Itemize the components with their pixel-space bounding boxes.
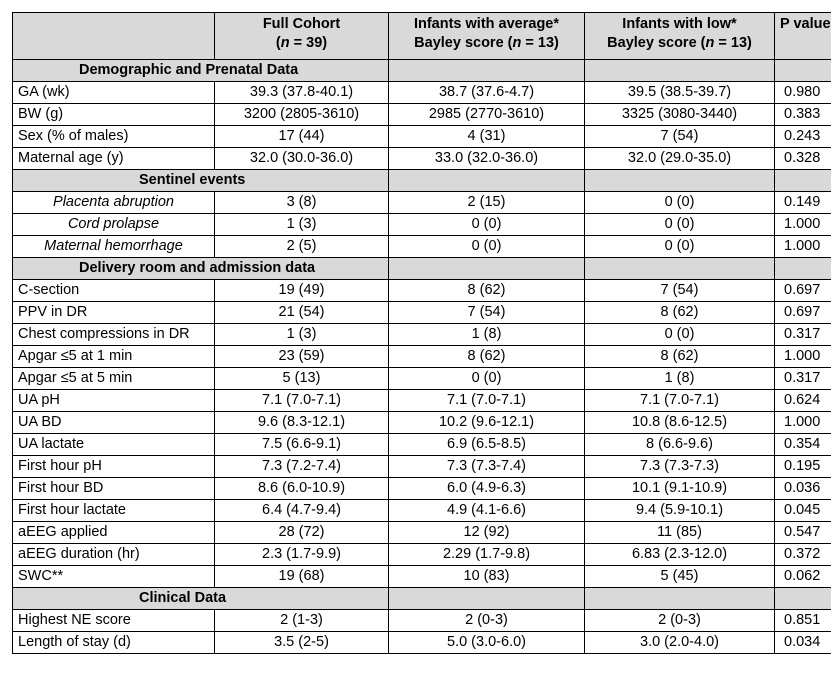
row-label: aEEG duration (hr) — [13, 544, 215, 566]
full-cohort-value: 7.1 (7.0-7.1) — [215, 390, 389, 412]
low-bayley-value: 0 (0) — [585, 236, 775, 258]
full-cohort-value: 19 (68) — [215, 566, 389, 588]
table-row — [13, 434, 831, 456]
row-label: First hour pH — [13, 456, 215, 478]
low-bayley-value: 0 (0) — [585, 324, 775, 346]
average-bayley-value: 4 (31) — [389, 126, 585, 148]
table-header-row — [13, 13, 831, 60]
p-value: 0.547 — [775, 522, 831, 544]
average-bayley-value: 10.2 (9.6-12.1) — [389, 412, 585, 434]
table-row — [13, 632, 831, 654]
full-cohort-value: 23 (59) — [215, 346, 389, 368]
section-empty-cell — [585, 60, 775, 82]
average-bayley-value: 8 (62) — [389, 280, 585, 302]
full-cohort-value: 2 (1-3) — [215, 610, 389, 632]
low-bayley-value: 3.0 (2.0-4.0) — [585, 632, 775, 654]
low-bayley-value: 6.83 (2.3-12.0) — [585, 544, 775, 566]
low-bayley-value: 8 (62) — [585, 302, 775, 324]
full-cohort-value: 1 (3) — [215, 324, 389, 346]
average-bayley-value: 2 (0-3) — [389, 610, 585, 632]
p-value: 0.045 — [775, 500, 831, 522]
row-label: Cord prolapse — [13, 214, 215, 236]
header-average-bayley-n: Bayley score (n = 13) — [414, 35, 559, 51]
p-value: 0.697 — [775, 280, 831, 302]
table-body — [13, 60, 831, 654]
row-label: Length of stay (d) — [13, 632, 215, 654]
cohort-characteristics-table — [12, 12, 831, 654]
low-bayley-value: 2 (0-3) — [585, 610, 775, 632]
table-row — [13, 390, 831, 412]
low-bayley-value: 3325 (3080-3440) — [585, 104, 775, 126]
full-cohort-value: 17 (44) — [215, 126, 389, 148]
full-cohort-value: 5 (13) — [215, 368, 389, 390]
table-row — [13, 236, 831, 258]
table-row — [13, 368, 831, 390]
table-row — [13, 522, 831, 544]
table-row — [13, 126, 831, 148]
low-bayley-value: 32.0 (29.0-35.0) — [585, 148, 775, 170]
p-value: 0.980 — [775, 82, 831, 104]
table-row — [13, 566, 831, 588]
average-bayley-value: 7.1 (7.0-7.1) — [389, 390, 585, 412]
header-full-cohort — [215, 13, 389, 60]
average-bayley-value: 0 (0) — [389, 368, 585, 390]
p-value: 0.354 — [775, 434, 831, 456]
p-value: 1.000 — [775, 236, 831, 258]
section-empty-cell — [775, 258, 831, 280]
table-row — [13, 104, 831, 126]
p-value: 1.000 — [775, 346, 831, 368]
table-row — [13, 346, 831, 368]
table-row — [13, 456, 831, 478]
section-empty-cell — [389, 170, 585, 192]
table-row — [13, 610, 831, 632]
low-bayley-value: 39.5 (38.5-39.7) — [585, 82, 775, 104]
p-value: 0.372 — [775, 544, 831, 566]
row-label: UA lactate — [13, 434, 215, 456]
row-label: UA BD — [13, 412, 215, 434]
row-label: BW (g) — [13, 104, 215, 126]
full-cohort-value: 7.5 (6.6-9.1) — [215, 434, 389, 456]
low-bayley-value: 7.3 (7.3-7.3) — [585, 456, 775, 478]
table-row — [13, 82, 831, 104]
p-value: 0.034 — [775, 632, 831, 654]
full-cohort-value: 2.3 (1.7-9.9) — [215, 544, 389, 566]
table-row — [13, 478, 831, 500]
low-bayley-value: 0 (0) — [585, 214, 775, 236]
average-bayley-value: 2 (15) — [389, 192, 585, 214]
p-value: 0.328 — [775, 148, 831, 170]
table-row — [13, 280, 831, 302]
full-cohort-value: 3.5 (2-5) — [215, 632, 389, 654]
row-label: Placenta abruption — [13, 192, 215, 214]
low-bayley-value: 10.1 (9.1-10.9) — [585, 478, 775, 500]
table-row — [13, 302, 831, 324]
table-row — [13, 148, 831, 170]
full-cohort-value: 32.0 (30.0-36.0) — [215, 148, 389, 170]
full-cohort-value: 21 (54) — [215, 302, 389, 324]
full-cohort-value: 3200 (2805-3610) — [215, 104, 389, 126]
section-empty-cell — [389, 60, 585, 82]
section-header-row — [13, 170, 831, 192]
row-label: Sex (% of males) — [13, 126, 215, 148]
average-bayley-value: 12 (92) — [389, 522, 585, 544]
average-bayley-value: 7.3 (7.3-7.4) — [389, 456, 585, 478]
average-bayley-value: 7 (54) — [389, 302, 585, 324]
row-label: Maternal age (y) — [13, 148, 215, 170]
section-title: Clinical Data — [13, 588, 389, 610]
row-label: C-section — [13, 280, 215, 302]
low-bayley-value: 7 (54) — [585, 280, 775, 302]
header-p-value: P value — [775, 13, 831, 60]
p-value: 0.149 — [775, 192, 831, 214]
row-label: Apgar ≤5 at 1 min — [13, 346, 215, 368]
section-empty-cell — [389, 258, 585, 280]
average-bayley-value: 8 (62) — [389, 346, 585, 368]
low-bayley-value: 8 (6.6-9.6) — [585, 434, 775, 456]
average-bayley-value: 4.9 (4.1-6.6) — [389, 500, 585, 522]
p-value: 1.000 — [775, 214, 831, 236]
row-label: First hour BD — [13, 478, 215, 500]
section-empty-cell — [585, 588, 775, 610]
average-bayley-value: 6.0 (4.9-6.3) — [389, 478, 585, 500]
section-empty-cell — [585, 258, 775, 280]
table-row — [13, 192, 831, 214]
table-row — [13, 412, 831, 434]
p-value: 0.383 — [775, 104, 831, 126]
row-label: aEEG applied — [13, 522, 215, 544]
p-value: 0.697 — [775, 302, 831, 324]
average-bayley-value: 38.7 (37.6-4.7) — [389, 82, 585, 104]
row-label: PPV in DR — [13, 302, 215, 324]
section-header-row — [13, 258, 831, 280]
header-low-bayley-title: Infants with low* — [622, 16, 737, 32]
average-bayley-value: 6.9 (6.5-8.5) — [389, 434, 585, 456]
average-bayley-value: 0 (0) — [389, 214, 585, 236]
row-label: UA pH — [13, 390, 215, 412]
p-value: 0.317 — [775, 324, 831, 346]
section-title: Delivery room and admission data — [13, 258, 389, 280]
full-cohort-value: 28 (72) — [215, 522, 389, 544]
low-bayley-value: 11 (85) — [585, 522, 775, 544]
average-bayley-value: 10 (83) — [389, 566, 585, 588]
full-cohort-value: 1 (3) — [215, 214, 389, 236]
table-row — [13, 544, 831, 566]
average-bayley-value: 33.0 (32.0-36.0) — [389, 148, 585, 170]
row-label: GA (wk) — [13, 82, 215, 104]
header-low-bayley-n: Bayley score (n = 13) — [607, 35, 752, 51]
p-value: 0.062 — [775, 566, 831, 588]
average-bayley-value: 2985 (2770-3610) — [389, 104, 585, 126]
row-label: Maternal hemorrhage — [13, 236, 215, 258]
low-bayley-value: 7 (54) — [585, 126, 775, 148]
row-label: First hour lactate — [13, 500, 215, 522]
section-header-row — [13, 588, 831, 610]
header-low-bayley — [585, 13, 775, 60]
row-label: Highest NE score — [13, 610, 215, 632]
section-title: Sentinel events — [13, 170, 389, 192]
section-empty-cell — [389, 588, 585, 610]
low-bayley-value: 0 (0) — [585, 192, 775, 214]
full-cohort-value: 2 (5) — [215, 236, 389, 258]
p-value: 0.624 — [775, 390, 831, 412]
p-value: 0.851 — [775, 610, 831, 632]
full-cohort-value: 7.3 (7.2-7.4) — [215, 456, 389, 478]
header-average-bayley-title: Infants with average* — [413, 16, 560, 32]
full-cohort-value: 6.4 (4.7-9.4) — [215, 500, 389, 522]
low-bayley-value: 1 (8) — [585, 368, 775, 390]
full-cohort-value: 9.6 (8.3-12.1) — [215, 412, 389, 434]
row-label: Chest compressions in DR — [13, 324, 215, 346]
section-empty-cell — [775, 60, 831, 82]
average-bayley-value: 5.0 (3.0-6.0) — [389, 632, 585, 654]
average-bayley-value: 1 (8) — [389, 324, 585, 346]
header-variable — [13, 13, 215, 60]
table-row — [13, 500, 831, 522]
table-row — [13, 214, 831, 236]
row-label: Apgar ≤5 at 5 min — [13, 368, 215, 390]
p-value: 0.243 — [775, 126, 831, 148]
header-full-cohort-title: Full Cohort — [262, 16, 341, 32]
section-title: Demographic and Prenatal Data — [13, 60, 389, 82]
section-empty-cell — [775, 170, 831, 192]
p-value: 0.195 — [775, 456, 831, 478]
section-header-row — [13, 60, 831, 82]
header-full-cohort-n: (n = 39) — [275, 35, 328, 51]
average-bayley-value: 0 (0) — [389, 236, 585, 258]
average-bayley-value: 2.29 (1.7-9.8) — [389, 544, 585, 566]
low-bayley-value: 10.8 (8.6-12.5) — [585, 412, 775, 434]
header-average-bayley — [389, 13, 585, 60]
low-bayley-value: 5 (45) — [585, 566, 775, 588]
full-cohort-value: 19 (49) — [215, 280, 389, 302]
full-cohort-value: 39.3 (37.8-40.1) — [215, 82, 389, 104]
p-value: 1.000 — [775, 412, 831, 434]
section-empty-cell — [775, 588, 831, 610]
full-cohort-value: 3 (8) — [215, 192, 389, 214]
p-value: 0.317 — [775, 368, 831, 390]
low-bayley-value: 7.1 (7.0-7.1) — [585, 390, 775, 412]
p-value: 0.036 — [775, 478, 831, 500]
low-bayley-value: 8 (62) — [585, 346, 775, 368]
full-cohort-value: 8.6 (6.0-10.9) — [215, 478, 389, 500]
section-empty-cell — [585, 170, 775, 192]
low-bayley-value: 9.4 (5.9-10.1) — [585, 500, 775, 522]
table-row — [13, 324, 831, 346]
row-label: SWC** — [13, 566, 215, 588]
